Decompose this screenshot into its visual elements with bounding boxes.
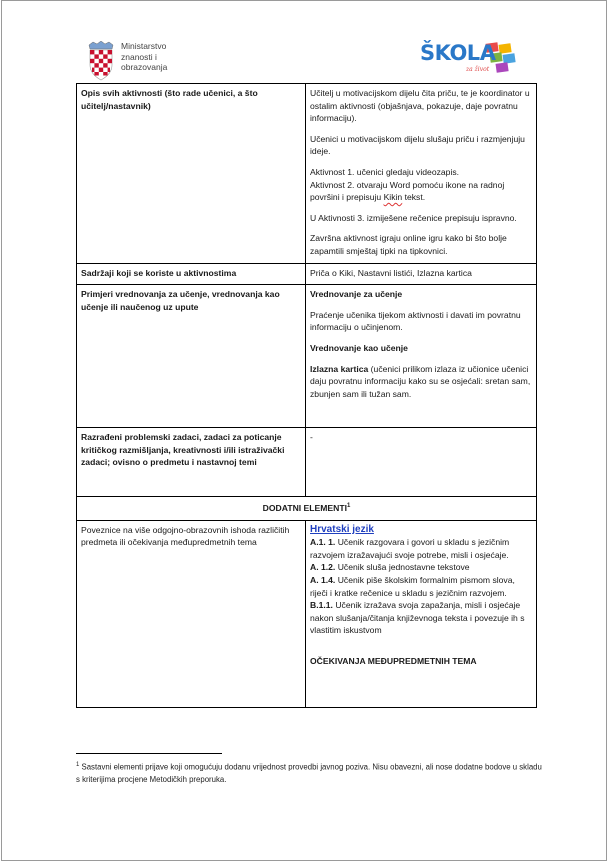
table-row — [77, 520, 537, 707]
table-row — [77, 285, 537, 428]
assessment-paragraph: Izlazna kartica (učenici prilikom izlaza iz učionice učenici daju povratnu informaciju kako su se osjećali: sretan sam, zbunjen sam ili tužan sam. — [310, 363, 531, 399]
table-row — [77, 263, 537, 285]
footnote-divider — [76, 753, 222, 754]
problem-tasks-cell: - — [306, 428, 537, 497]
activity-paragraph: Učenici u motivacijskom dijelu slušaju priču i razmjenjuju ideje. — [310, 133, 525, 157]
table-row — [77, 84, 537, 264]
table-row — [77, 428, 537, 497]
activities-cell — [306, 84, 537, 264]
activity-paragraph: Aktivnost 1. učenici gledaju videozapis. — [310, 166, 460, 177]
ministry-logo — [86, 41, 196, 83]
table-row — [77, 497, 537, 520]
activity-paragraph: Završna aktivnost igraju online igru kako bi što bolje zapamtili smještaj tipki na tipkovnici. — [310, 233, 507, 256]
misspelled-word: Kikin — [383, 192, 403, 203]
lesson-plan-table — [76, 83, 537, 708]
row-label-problem-tasks: Razrađeni problemski zadaci, zadaci za poticanje kritičkog razmišljanja, kreativnosti i/ili istraživački zadaci; ovisno o predmetu i nastavnoj temi — [77, 428, 306, 497]
assessment-heading: Vrednovanje kao učenje — [310, 342, 408, 353]
outcome-item: A.1. 1. Učenik razgovara i govori u skladu s jezičnim razvojem izražavajući svoje potrebe, misli i osjećaje. — [310, 537, 510, 560]
contents-cell: Priča o Kiki, Nastavni listići, Izlazna kartica — [306, 263, 537, 285]
activity-paragraph: Učitelj u motivacijskom dijelu čita priču, te je koordinator u ostalim aktivnosti (objašnjava, pokazuje, daje povratnu informaciju). — [310, 88, 530, 124]
outcome-item: A. 1.2. Učenik sluša jednostavne tekstove — [310, 562, 470, 573]
row-label-activities: Opis svih aktivnosti (što rade učenici, a što učitelj/nastavnik) — [77, 84, 306, 264]
footnote: $^1$ Sastavni elementi prijave koji omogućuju dodanu vrijednost provedbi javnog poziva. Nisu obavezni, ali nose dodatne bodove u skladu s kriterijima procjene Metodičkih preporuka. — [76, 762, 542, 784]
skola-za-zivot-logo — [420, 41, 530, 81]
skola-logo-text: ŠKOLA — [420, 41, 496, 65]
outcomes-cell — [306, 520, 537, 707]
document-page — [1, 0, 607, 861]
assessment-paragraph: Praćenje učenika tijekom aktivnosti i davati im povratnu informaciju o učinjenom. — [310, 309, 521, 333]
cross-curricular-heading: OČEKIVANJA MEĐUPREDMETNIH TEMA — [310, 655, 477, 666]
hrvatski-jezik-link[interactable]: Hrvatski jezik — [310, 523, 374, 535]
assessment-heading: Vrednovanje za učenje — [310, 289, 403, 300]
row-label-assessment: Primjeri vrednovanja za učenje, vrednovanja kao učenje ili naučenog uz upute — [77, 285, 306, 428]
row-label-contents: Sadržaji koji se koriste u aktivnostima — [77, 263, 306, 285]
assessment-cell — [306, 285, 537, 428]
section-header: DODATNI ELEMENTI$^1$ — [77, 497, 537, 520]
ministry-name: Ministarstvo znanosti i obrazovanja — [121, 41, 168, 72]
outcome-item: A. 1.4. Učenik piše školskim formalnim pismom slova, riječi i kratke rečenice u skladu s jezičnim razvojem. — [310, 574, 515, 598]
activity-paragraph: U Aktivnosti 3. izmiješene rečenice prepisuju ispravno. — [310, 212, 517, 223]
activity-paragraph: Aktivnost 2. otvaraju Word pomoću ikone na radnoj površini i prepisuju Kikin tekst. — [310, 179, 505, 203]
row-label-links: Poveznice na više odgojno-obrazovnih ishoda različitih predmeta ili očekivanja međupredmetnih tema — [77, 520, 306, 707]
skola-logo-subtitle: za život — [466, 66, 490, 73]
outcome-item: B.1.1. Učenik izražava svoja zapažanja, misli i osjećaje nakon slušanja/čitanja književnoga teksta i povezuje ih s vlastitim iskustvom — [310, 600, 525, 636]
croatian-crest-icon — [86, 41, 116, 81]
